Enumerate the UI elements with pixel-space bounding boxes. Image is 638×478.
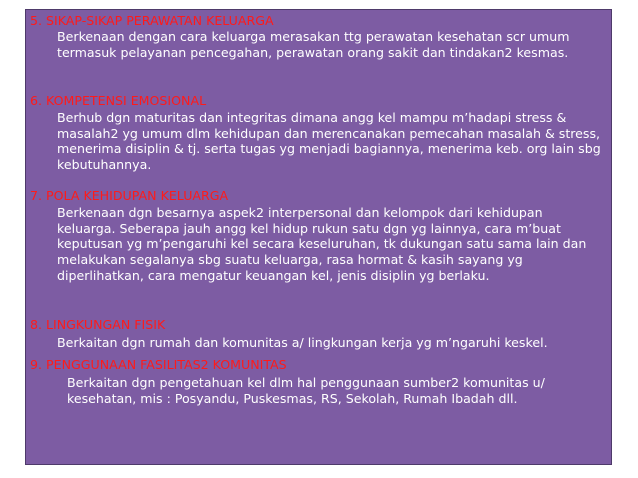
section-heading: 9. PENGGUNAAN FASILITAS2 KOMUNITAS <box>30 357 287 372</box>
section-body: Berkenaan dgn besarnya aspek2 interpersonal dan kelompok dari kehidupan keluarga. Seberapa jauh angg kel hidup rukun satu dgn yg lainnya, cara m’buat keputusan yg m’pengaruhi kel secara keseluruhan, tk dukungan satu sama lain dan melakukan segalanya sbg suatu keluarga, rasa hormat & kasih sayang yg diperlihatkan, cara mengatur keuangan kel, jenis disiplin yg berlaku. <box>57 205 587 283</box>
section-heading: 5. SIKAP-SIKAP PERAWATAN KELUARGA <box>30 13 274 28</box>
section-body: Berkaitan dgn rumah dan komunitas a/ lingkungan kerja yg m’ngaruhi keskel. <box>57 335 548 350</box>
section-body: Berkenaan dengan cara keluarga merasakan ttg perawatan kesehatan scr umum termasuk pelayanan pencegahan, perawatan orang sakit dan tindakan2 kesmas. <box>57 29 570 60</box>
section-heading: 7. POLA KEHIDUPAN KELUARGA <box>30 188 229 203</box>
section-heading: 6. KOMPETENSI EMOSIONAL <box>30 93 207 108</box>
section-body: Berhub dgn maturitas dan integritas dimana angg kel mampu m’hadapi stress & masalah2 yg umum dlm kehidupan dan merencanakan pemecahan masalah & stress, menerima disiplin & tj. serta tugas yg menjadi bagiannya, menerima keb. org lain sbg kebutuhannya. <box>57 110 601 173</box>
section-heading: 8. LINGKUNGAN FISIK <box>30 317 166 332</box>
section-body: Berkaitan dgn pengetahuan kel dlm hal penggunaan sumber2 komunitas u/ kesehatan, mis : Posyandu, Puskesmas, RS, Sekolah, Rumah Ibadah dll. <box>67 375 545 406</box>
slide-panel <box>25 9 612 465</box>
